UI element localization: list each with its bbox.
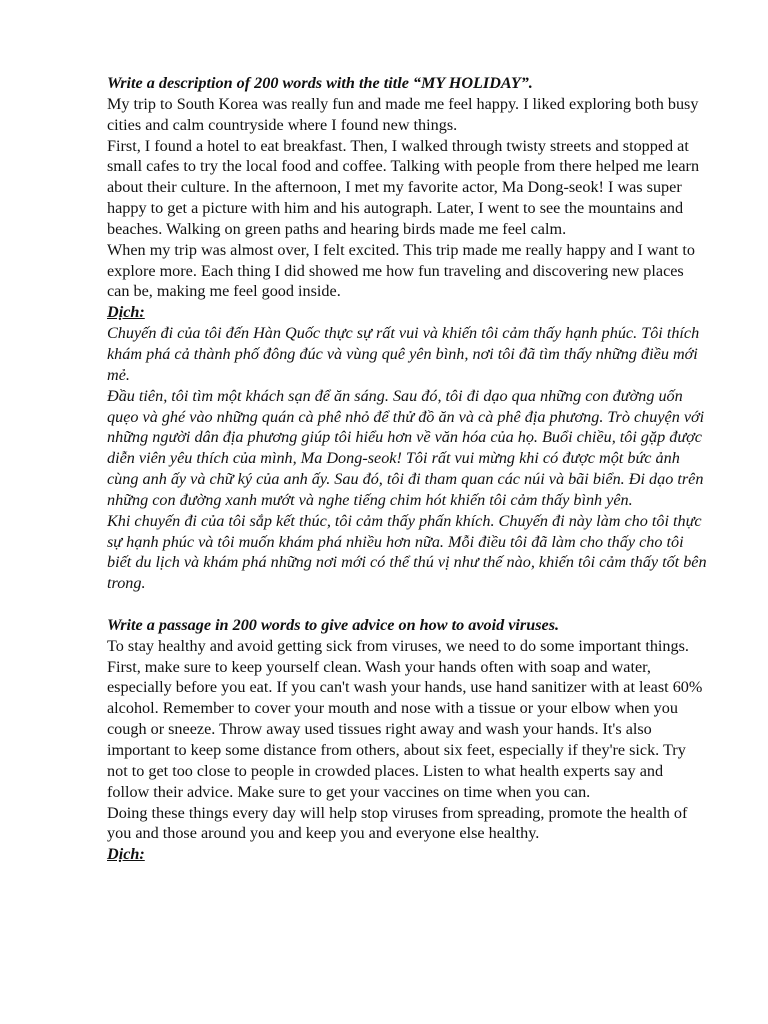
- section1-translation-paragraph: Chuyến đi của tôi đến Hàn Quốc thực sự rất vui và khiến tôi cảm thấy hạnh phúc. Tôi thích khám phá cả thành phố đông đúc và vùng quê yên bình, nơi tôi đã tìm thấy những điều mới mẻ.: [107, 324, 700, 384]
- section-spacer: [107, 594, 707, 615]
- section1-translation-paragraph: Đầu tiên, tôi tìm một khách sạn để ăn sáng. Sau đó, tôi đi dạo qua những con đường uốn quẹo và ghé vào những quán cà phê nhỏ để thử đồ ăn và cà phê địa phương. Trò chuyện với những người dân địa phương giúp tôi hiểu hơn về văn hóa của họ. Buổi chiều, tôi gặp được diễn viên yêu thích của mình, Ma Dong-seok! Tôi rất vui mừng khi có được một bức ảnh cùng anh ấy và chữ ký của anh ấy. Sau đó, tôi đi tham quan các núi và bãi biển. Đi dạo trên những con đường xanh mướt và nghe tiếng chim hót khiến tôi cảm thấy bình yên.: [107, 386, 705, 509]
- document-page: [107, 73, 707, 865]
- section2-paragraph: To stay healthy and avoid getting sick from viruses, we need to do some important things.: [107, 636, 689, 655]
- section1-paragraph: When my trip was almost over, I felt excited. This trip made me really happy and I want to explore more. Each thing I did showed me how fun traveling and discovering new places can be, making me feel good inside.: [107, 240, 695, 301]
- section2-paragraph: Doing these things every day will help stop viruses from spreading, promote the health of you and those around you and keep you and everyone else healthy.: [107, 803, 688, 843]
- section1-paragraph: First, I found a hotel to eat breakfast. Then, I walked through twisty streets and stopped at small cafes to try the local food and coffee. Talking with people from there helped me learn about their culture. In the afternoon, I met my favorite actor, Ma Dong-seok! I was super happy to get a picture with him and his autograph. Later, I went to see the mountains and beaches. Walking on green paths and hearing birds made me feel calm.: [107, 136, 700, 238]
- section1-heading: Write a description of 200 words with the title “MY HOLIDAY”.: [107, 74, 533, 92]
- section2-heading: Write a passage in 200 words to give advice on how to avoid viruses.: [107, 615, 560, 634]
- section2-translation-label: Dịch:: [107, 845, 145, 864]
- section1-translation-label: Dịch:: [107, 303, 145, 322]
- section2-paragraph: First, make sure to keep yourself clean. Wash your hands often with soap and water, especially before you eat. If you can't wash your hands, use hand sanitizer with at least 60% alcohol. Remember to cover your mouth and nose with a tissue or your elbow when you cough or sneeze. Throw away used tissues right away and wash your hands. It's also important to keep some distance from others, about six feet, especially if they're sick. Try not to get too close to people in crowded places. Listen to what health experts say and follow their advice. Make sure to get your vaccines on time when you can.: [107, 657, 703, 801]
- section1-paragraph: My trip to South Korea was really fun and made me feel happy. I liked exploring both busy cities and calm countryside where I found new things.: [107, 94, 699, 134]
- section1-translation-paragraph: Khi chuyến đi của tôi sắp kết thúc, tôi cảm thấy phấn khích. Chuyến đi này làm cho tôi thực sự hạnh phúc và tôi muốn khám phá nhiều hơn nữa. Mỗi điều tôi đã làm cho thấy cho tôi biết du lịch và khám phá những nơi mới có thể thú vị như thế nào, khiến tôi cảm thấy tốt bên trong.: [107, 511, 707, 593]
